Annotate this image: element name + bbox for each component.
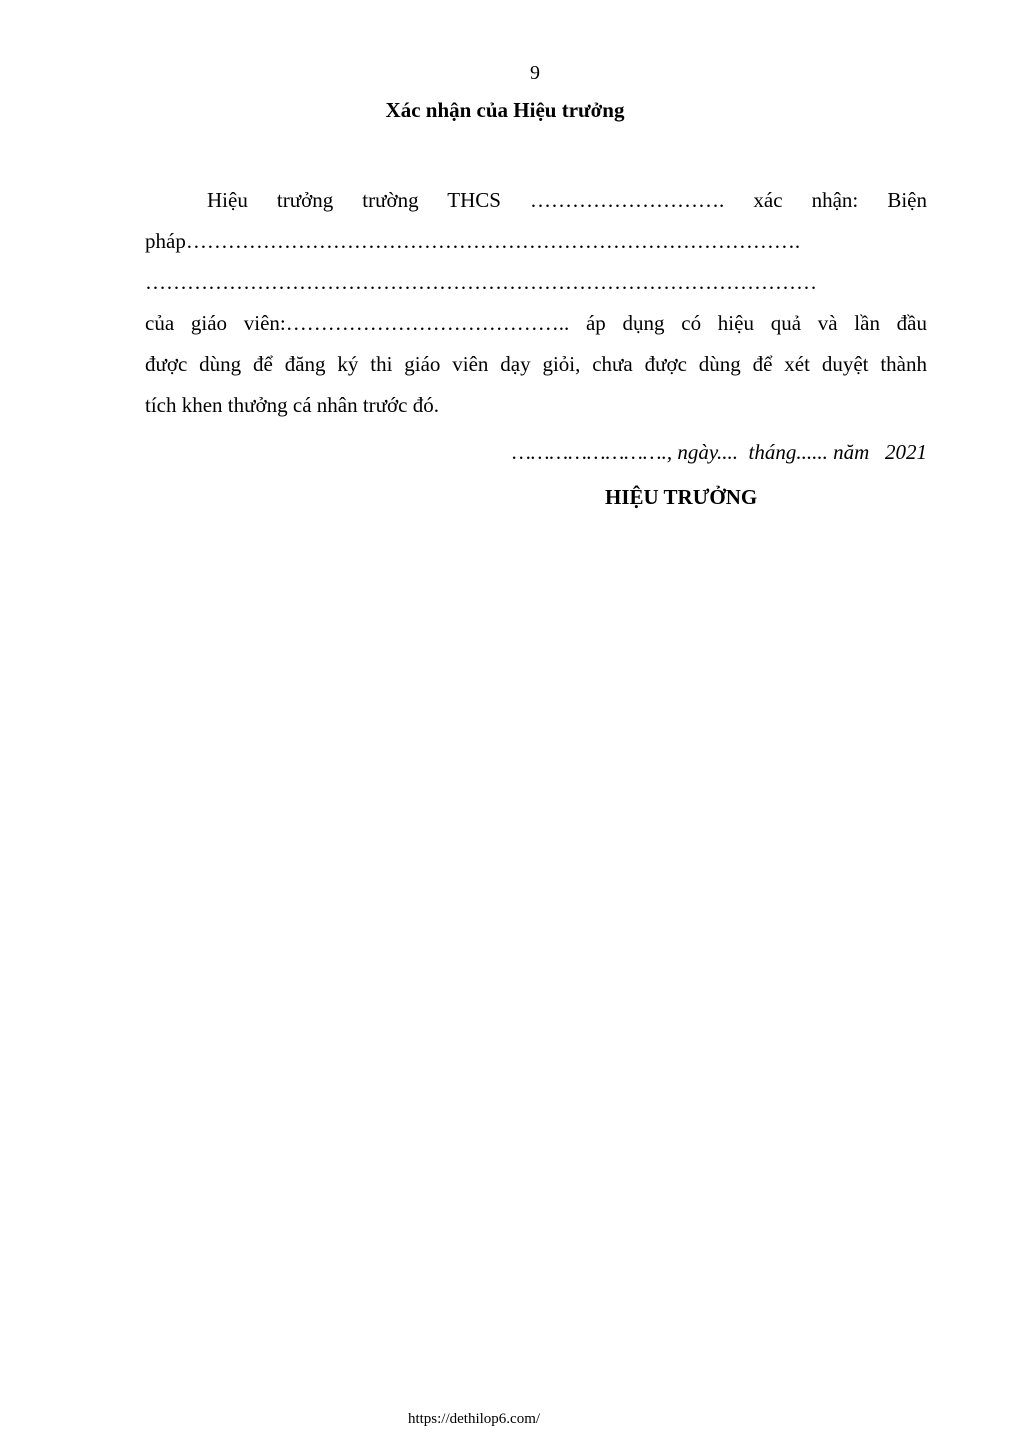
date-line: ……………………., ngày.... tháng...... năm 2021 xyxy=(512,440,927,464)
signer-title: HIỆU TRƯỞNG xyxy=(605,485,758,509)
footer-url[interactable]: https://dethilop6.com/ xyxy=(407,1411,541,1427)
confirmation-paragraph xyxy=(145,184,927,430)
paragraph-line-5: được dùng để đăng ký thi giáo viên dạy giỏi, chưa được dùng để xét duyệt thành xyxy=(145,352,927,376)
paragraph-line-1: Hiệu trưởng trường THCS ………………………. xác nhận: Biện xyxy=(207,188,927,212)
page-title: Xác nhận của Hiệu trưởng xyxy=(385,98,625,122)
paragraph-line-2: pháp……………………………………………………………………………. xyxy=(145,229,801,253)
paragraph-line-6: tích khen thưởng cá nhân trước đó. xyxy=(145,393,439,417)
page-number: 9 xyxy=(530,62,540,84)
paragraph-line-3: …………………………………………………………………………………… xyxy=(145,270,817,294)
paragraph-line-4: của giáo viên:………………………………….. áp dụng có hiệu quả và lần đầu xyxy=(145,311,927,335)
